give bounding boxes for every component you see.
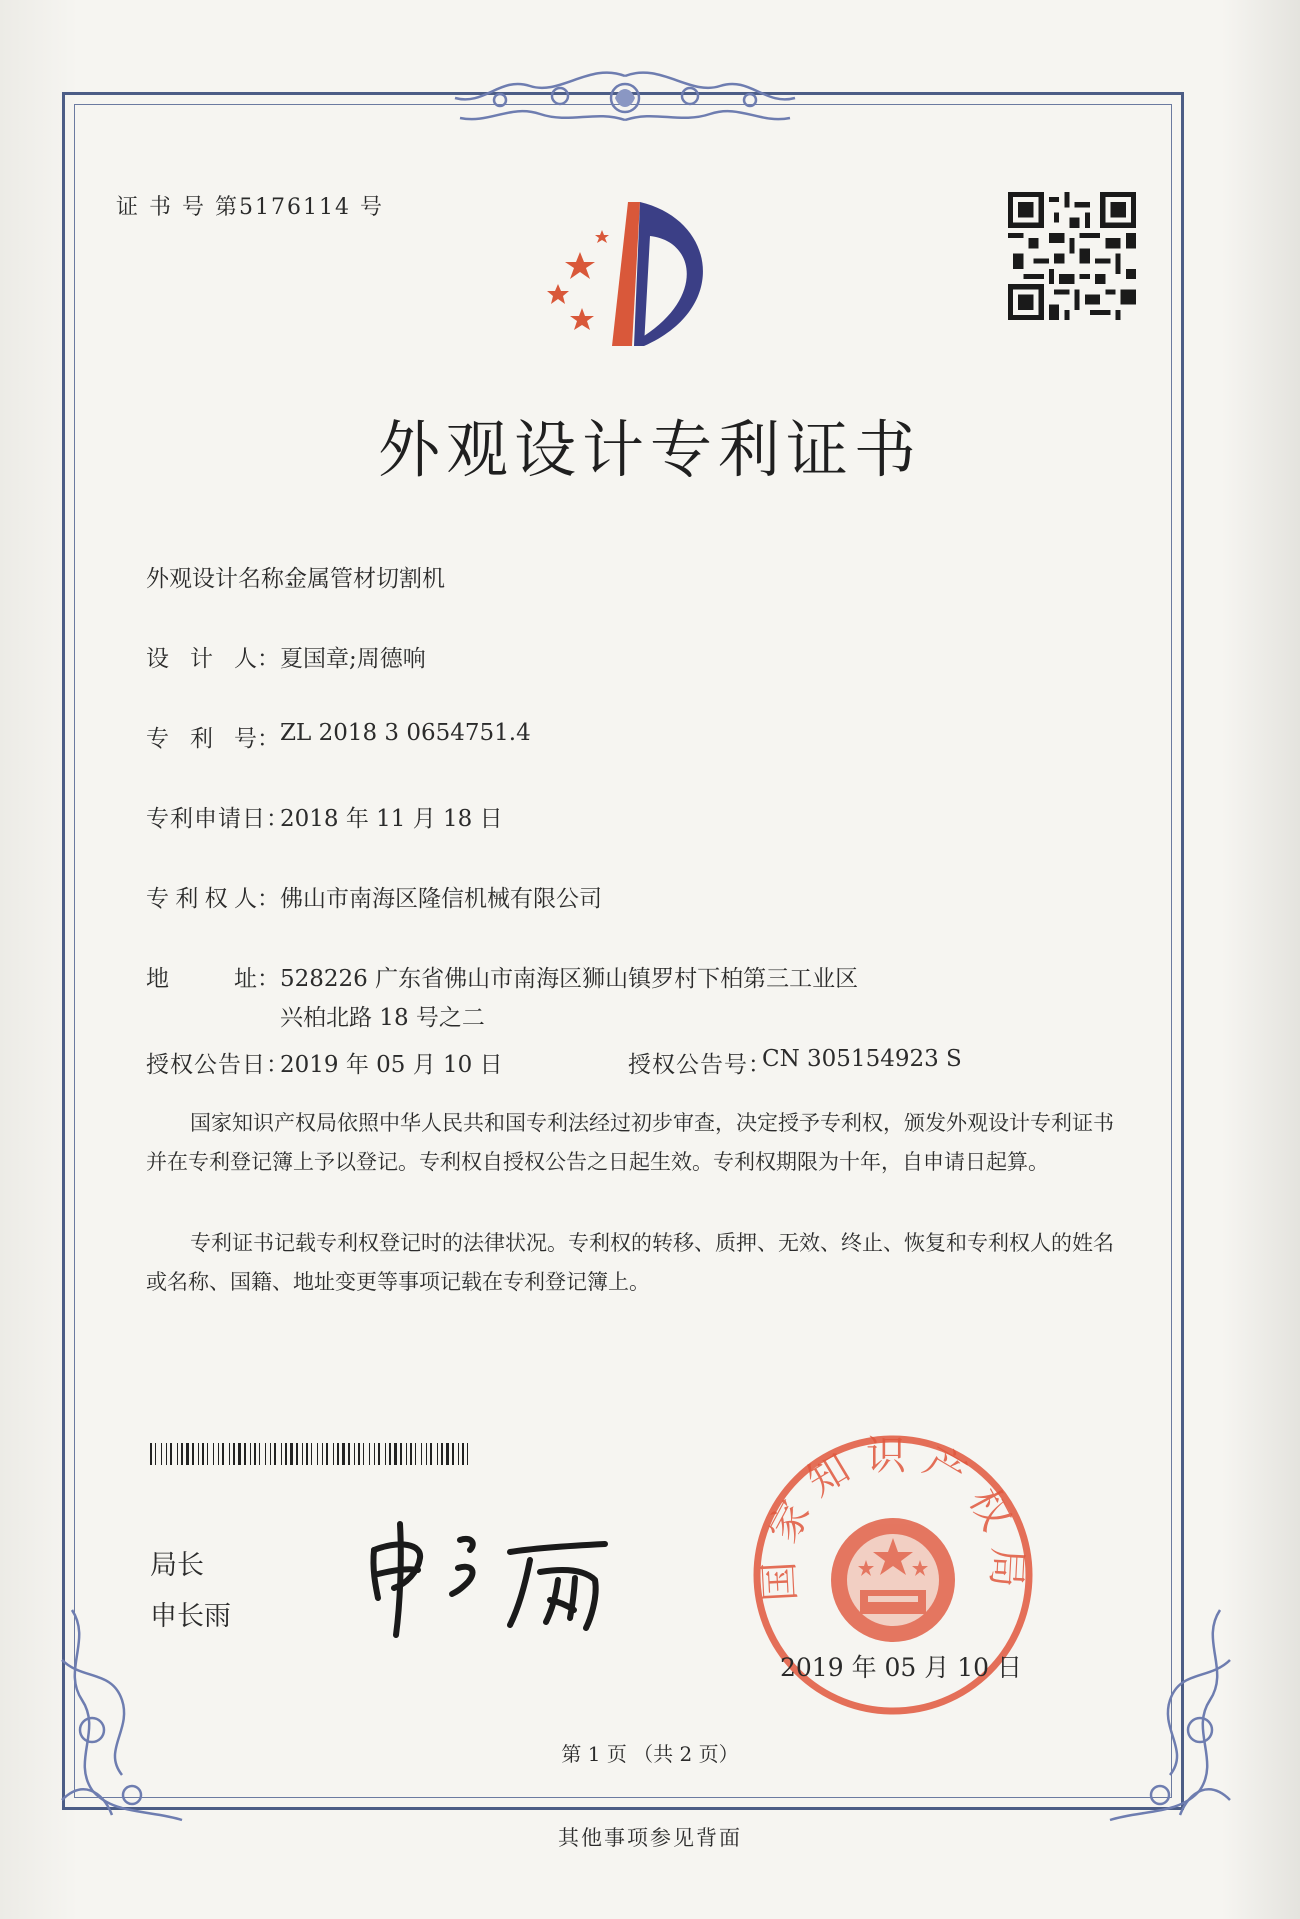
- address-value: [280, 960, 858, 1032]
- grant-date-row: [146, 1046, 503, 1079]
- address-line-2: 兴柏北路 18 号之二: [280, 1005, 485, 1031]
- patentee-row: [146, 880, 602, 913]
- director-name: 申长雨: [150, 1601, 231, 1632]
- director-title: 局长: [150, 1550, 204, 1581]
- qr-code-icon: [1008, 192, 1136, 320]
- grant-date-value: 2019 年 05 月 10 日: [280, 1052, 503, 1078]
- address-row: [146, 960, 858, 1032]
- patentee-value: 佛山市南海区隆信机械有限公司: [280, 886, 602, 912]
- designer-label: 设 计 人：: [146, 646, 280, 672]
- grant-number-label: 授权公告号：: [628, 1052, 772, 1078]
- designer-row: [146, 640, 426, 673]
- director-signature: [360, 1510, 640, 1640]
- design-name-value: 金属管材切割机: [284, 566, 445, 592]
- top-ornament: [440, 66, 810, 130]
- grant-number-row: [628, 1046, 962, 1079]
- filing-date-value: 2018 年 11 月 18 日: [280, 806, 503, 832]
- legal-paragraph-1: 国家知识产权局依照中华人民共和国专利法经过初步审查，决定授予专利权，颁发外观设计专利证书并在专利登记簿上予以登记。专利权自授权公告之日起生效。专利权期限为十年，自申请日起算。: [146, 1111, 1114, 1174]
- cnipa-logo-icon: [520, 196, 730, 356]
- design-name-label: 外观设计名称：: [146, 566, 307, 592]
- back-note: 其他事项参见背面: [558, 1826, 742, 1850]
- address-line-1: 528226 广东省佛山市南海区狮山镇罗村下柏第三工业区: [280, 966, 859, 992]
- patent-number-value: ZL 2018 3 0654751.4: [280, 720, 531, 746]
- page-number: 第 1 页 （共 2 页）: [561, 1742, 739, 1766]
- bottom-left-ornament: [52, 1600, 192, 1830]
- certificate-title: 外观设计专利证书: [377, 413, 922, 486]
- barcode-icon: [150, 1443, 472, 1465]
- patent-number-label: 专 利 号：: [146, 726, 280, 752]
- grant-number-value: CN 305154923 S: [762, 1046, 962, 1072]
- bottom-right-ornament: [1100, 1600, 1240, 1830]
- design-name-row: [146, 560, 445, 593]
- patentee-label: 专 利 权 人：: [146, 886, 280, 912]
- designer-value: 夏国章;周德响: [280, 646, 426, 672]
- address-label: 地 址：: [146, 966, 280, 992]
- patent-number-row: [146, 720, 531, 753]
- legal-paragraph-2: 专利证书记载专利权登记时的法律状况。专利权的转移、质押、无效、终止、恢复和专利权人的姓名或名称、国籍、地址变更等事项记载在专利登记簿上。: [146, 1231, 1114, 1294]
- filing-date-label: 专利申请日：: [146, 806, 290, 832]
- grant-date-label: 授权公告日：: [146, 1052, 290, 1078]
- seal-date: 2019 年 05 月 10 日: [780, 1653, 1022, 1682]
- certificate-number: 证 书 号 第5176114 号: [116, 195, 384, 220]
- filing-date-row: [146, 800, 503, 833]
- svg-text:国家知识产权局: 国家知识产权局: [755, 1432, 1031, 1603]
